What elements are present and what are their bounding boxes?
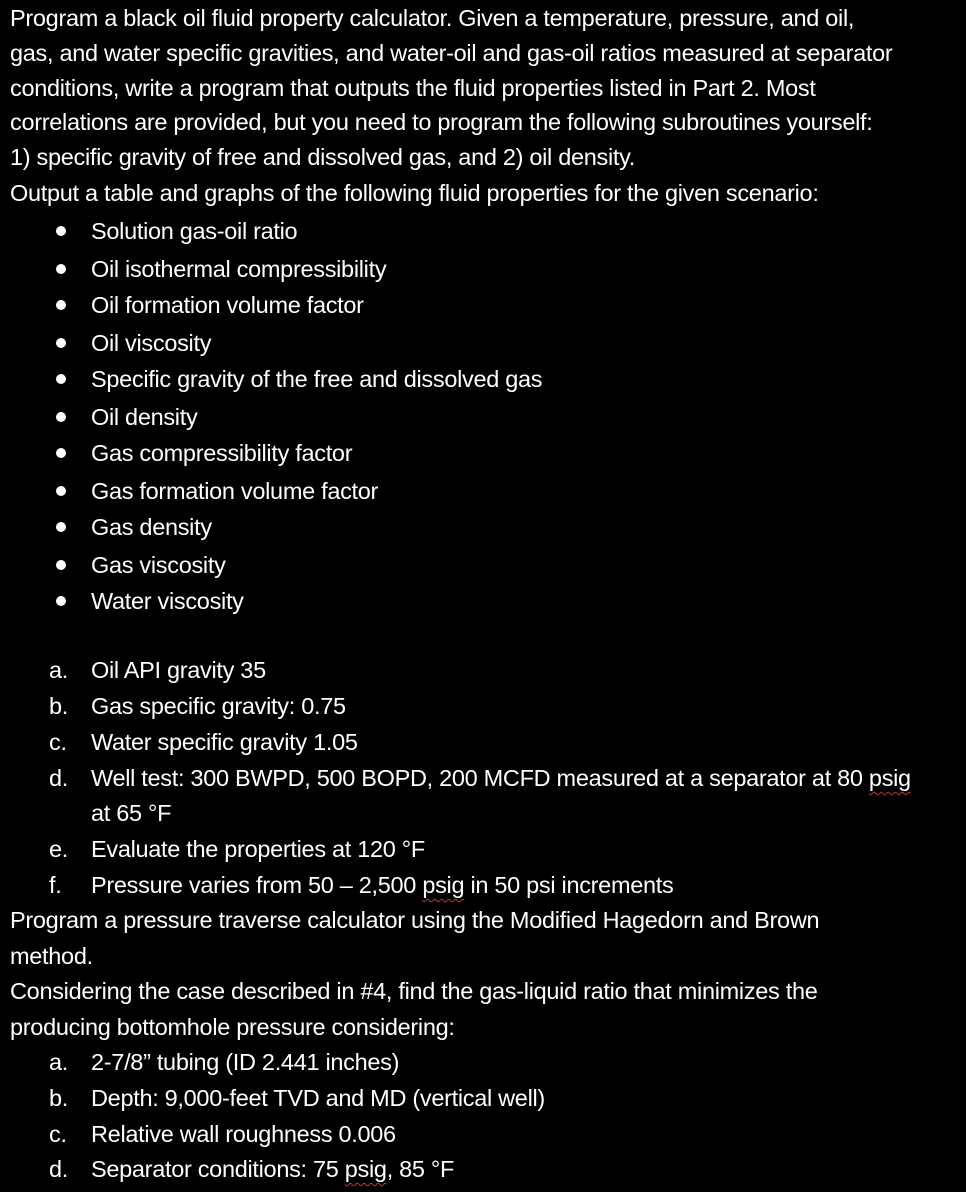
bullet-dot — [56, 226, 66, 236]
roughness-spec: Relative wall roughness 0.006 — [91, 1121, 396, 1147]
intro-line-3: conditions, write a program that outputs the fluid properties listed in Part 2. Most — [10, 75, 816, 101]
scenario-water-gravity: Water specific gravity 1.05 — [91, 729, 358, 755]
optimization-line-2: producing bottomhole pressure considering: — [10, 1014, 455, 1040]
property-item: Oil isothermal compressibility — [91, 256, 387, 282]
optimization-line-1: Considering the case described in #4, find the gas-liquid ratio that minimizes the — [10, 978, 818, 1004]
traverse-line-1: Program a pressure traverse calculator using the Modified Hagedorn and Brown — [10, 907, 820, 933]
spellcheck-word: psig — [344, 1156, 387, 1182]
scenario-gas-gravity: Gas specific gravity: 0.75 — [91, 693, 346, 719]
property-item: Oil viscosity — [91, 330, 212, 356]
output-heading: Output a table and graphs of the following fluid properties for the given scenario: — [10, 180, 819, 206]
property-item: Gas compressibility factor — [91, 440, 353, 466]
list-marker: a. — [49, 1049, 68, 1075]
bullet-dot — [56, 522, 66, 532]
separator-spec — [91, 1151, 454, 1187]
scenario-well-test — [91, 760, 911, 796]
intro-line-4: correlations are provided, but you need to program the following subroutines yourself: — [10, 109, 873, 135]
list-marker: e. — [49, 836, 68, 862]
property-item: Solution gas-oil ratio — [91, 218, 298, 244]
scenario-evaluation-temp: Evaluate the properties at 120 °F — [91, 836, 425, 862]
property-item: Gas density — [91, 514, 212, 540]
list-marker: d. — [49, 1156, 68, 1182]
list-marker: b. — [49, 1085, 68, 1111]
bullet-dot — [56, 448, 66, 458]
bullet-dot — [56, 338, 66, 348]
list-marker: b. — [49, 693, 68, 719]
bullet-dot — [56, 486, 66, 496]
bullet-dot — [56, 596, 66, 606]
bullet-dot — [56, 560, 66, 570]
intro-line-1: Program a black oil fluid property calculator. Given a temperature, pressure, and oil, — [10, 5, 855, 31]
scenario-pressure-range — [91, 867, 673, 903]
property-item: Oil density — [91, 404, 198, 430]
list-marker: c. — [49, 729, 67, 755]
bullet-dot — [56, 412, 66, 422]
property-item: Specific gravity of the free and dissolved gas — [91, 366, 543, 392]
scenario-well-test-continuation: at 65 °F — [91, 800, 172, 826]
property-item: Oil formation volume factor — [91, 292, 364, 318]
intro-line-2: gas, and water specific gravities, and water-oil and gas-oil ratios measured at separator — [10, 40, 893, 66]
list-marker: a. — [49, 657, 68, 683]
property-item: Water viscosity — [91, 588, 244, 614]
list-marker: c. — [49, 1121, 67, 1147]
pressure-range-text: Pressure varies from 50 – 2,500 — [91, 872, 423, 898]
depth-spec: Depth: 9,000-feet TVD and MD (vertical well) — [91, 1085, 545, 1111]
list-marker: f. — [49, 872, 62, 898]
separator-text: Separator conditions: 75 — [91, 1156, 345, 1182]
traverse-line-2: method. — [10, 943, 93, 969]
list-marker: d. — [49, 765, 68, 791]
pressure-range-text-after: in 50 psi increments — [464, 872, 674, 898]
well-test-text: Well test: 300 BWPD, 500 BOPD, 200 MCFD measured at a separator at 80 — [91, 765, 869, 791]
spellcheck-word: psig — [868, 765, 911, 791]
scenario-api-gravity: Oil API gravity 35 — [91, 657, 266, 683]
bullet-dot — [56, 264, 66, 274]
intro-line-5: 1) specific gravity of free and dissolved gas, and 2) oil density. — [10, 144, 636, 170]
tubing-spec: 2-7/8” tubing (ID 2.441 inches) — [91, 1049, 400, 1075]
property-item: Gas formation volume factor — [91, 478, 379, 504]
separator-text-after: , 85 °F — [386, 1156, 455, 1182]
bullet-dot — [56, 374, 66, 384]
spellcheck-word: psig — [422, 872, 465, 898]
property-item: Gas viscosity — [91, 552, 226, 578]
bullet-dot — [56, 300, 66, 310]
